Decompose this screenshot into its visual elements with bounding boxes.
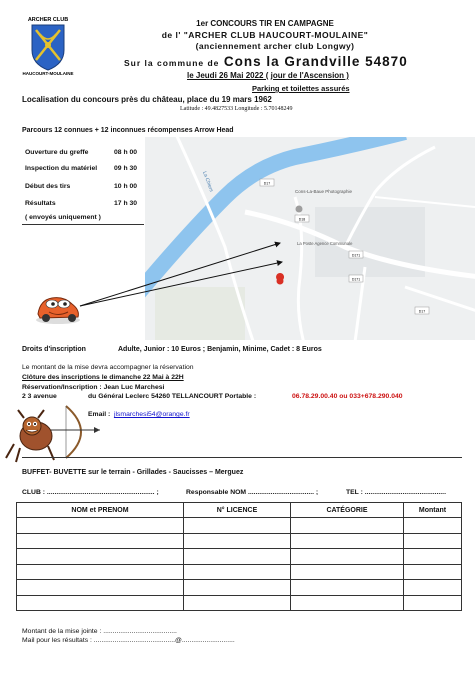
table-cell[interactable] <box>17 518 184 534</box>
table-cell[interactable] <box>404 595 462 611</box>
table-cell[interactable] <box>404 533 462 549</box>
map-road-label-0: D17 <box>263 181 271 186</box>
table-row <box>17 549 462 565</box>
table-cell[interactable] <box>17 549 184 565</box>
schedule-label-2: Début des tirs <box>25 183 71 190</box>
map-road-label-1: D18 <box>298 217 306 222</box>
droits-text: Adulte, Junior : 10 Euros ; Benjamin, Minime, Cadet : 8 Euros <box>118 346 322 353</box>
montant-note: Le montant de la mise devra accompagner la réservation <box>22 364 194 371</box>
schedule-label-0: Ouverture du greffe <box>25 149 89 156</box>
table-row <box>17 518 462 534</box>
schedule-time-2: 10 h 00 <box>114 183 138 190</box>
schedule-note: ( envoyés uniquement ) <box>25 214 101 221</box>
table-cell[interactable] <box>17 533 184 549</box>
logo-top-text: ARCHER CLUB <box>27 17 69 23</box>
email-link[interactable]: jlsmarchesi54@orange.fr <box>114 411 190 418</box>
responsable-field[interactable]: Responsable NOM ................................... ; <box>186 489 319 496</box>
parking-note: Parking et toilettes assurés <box>252 84 350 93</box>
table-cell[interactable] <box>404 580 462 596</box>
commune-name: Cons la Grandville 54870 <box>223 54 408 69</box>
localisation: Localisation du concours près du château, place du 19 mars 1962 <box>22 95 272 104</box>
map-river-label: La Chiers <box>201 170 215 193</box>
buffet-info: BUFFET- BUVETTE sur le terrain - Grillades - Saucisses – Merguez <box>22 469 244 476</box>
column-header: CATÉGORIE <box>291 503 404 518</box>
address-b: du Général Leclerc 54260 TELLANCOURT Portable : <box>88 393 257 400</box>
map-road-label-3: D171 <box>351 277 361 282</box>
table-cell[interactable] <box>404 564 462 580</box>
registration-table <box>16 502 462 611</box>
club-field[interactable]: CLUB : ......................................................... ; <box>22 489 159 496</box>
table-row <box>17 564 462 580</box>
schedule-label-1: Inspection du matériel <box>25 165 98 172</box>
title-line3: (anciennement archer club Longwy) <box>195 41 355 51</box>
table-cell[interactable] <box>17 580 184 596</box>
table-row <box>17 595 462 611</box>
map-road-label-2: D171 <box>351 253 361 258</box>
table-cell[interactable] <box>291 518 404 534</box>
column-header: Montant <box>404 503 462 518</box>
schedule-time-1: 09 h 30 <box>114 165 138 172</box>
table-cell[interactable] <box>404 518 462 534</box>
title-line1: 1er CONCOURS TIR EN CAMPAGNE <box>196 19 334 28</box>
cartoon-car-icon <box>34 290 82 326</box>
table-cell[interactable] <box>184 580 291 596</box>
droits-label: Droits d'inscription <box>22 346 86 353</box>
table-cell[interactable] <box>184 564 291 580</box>
table-cell[interactable] <box>184 595 291 611</box>
table-cell[interactable] <box>291 533 404 549</box>
schedule-time-3: 17 h 30 <box>114 200 138 207</box>
map-place-name: Cons-La-Baue Photographie <box>295 189 353 194</box>
table-cell[interactable] <box>17 595 184 611</box>
column-header: NOM et PRENOM <box>17 503 184 518</box>
event-date: le Jeudi 26 Mai 2022 ( jour de l'Ascension ) <box>187 71 349 80</box>
cartoon-archer-icon <box>4 400 104 464</box>
table-cell[interactable] <box>404 549 462 565</box>
commune-prefix: Sur la commune de <box>124 58 220 68</box>
tel-field[interactable]: TEL : ........................................... <box>346 489 446 496</box>
reservation: Réservation/Inscription : Jean Luc Marchesi <box>22 384 165 391</box>
mail-resultats-field[interactable]: Mail pour les résultats : ...........................................@............................ <box>22 637 235 644</box>
parcours-info: Parcours 12 connues + 12 inconnues récompenses Arrow Head <box>22 127 234 134</box>
column-header: N° LICENCE <box>184 503 291 518</box>
montant-joint-field[interactable]: Montant de la mise jointe : ....................................... <box>22 628 177 635</box>
table-cell[interactable] <box>184 549 291 565</box>
table-cell[interactable] <box>184 533 291 549</box>
email-label: Email : <box>88 411 111 418</box>
table-cell[interactable] <box>291 580 404 596</box>
map-road-label-4: D17 <box>418 309 426 314</box>
table-cell[interactable] <box>291 595 404 611</box>
table-row <box>17 580 462 596</box>
address-a: 2 3 avenue <box>22 393 57 400</box>
schedule-label-3: Résultats <box>25 200 56 207</box>
divider <box>22 457 462 458</box>
table-row <box>17 533 462 549</box>
table-cell[interactable] <box>17 564 184 580</box>
schedule-time-0: 08 h 00 <box>114 149 138 156</box>
table-cell[interactable] <box>291 564 404 580</box>
title-line2: de l' "ARCHER CLUB HAUCOURT-MOULAINE" <box>161 30 369 40</box>
logo-bottom-text: HAUCOURT-MOULAINE <box>22 71 74 76</box>
gps-coords: Latitude : 49.4827533 Longitude : 5.70148249 <box>180 106 293 112</box>
cloture: Clôture des inscriptions le dimanche 22 Mai à 22H <box>22 374 184 381</box>
phone-numbers[interactable]: 06.78.29.00.40 ou 033+678.290.040 <box>292 393 403 400</box>
map-agence: La Poste Agence Communale <box>297 241 353 246</box>
table-cell[interactable] <box>291 549 404 565</box>
table-cell[interactable] <box>184 518 291 534</box>
